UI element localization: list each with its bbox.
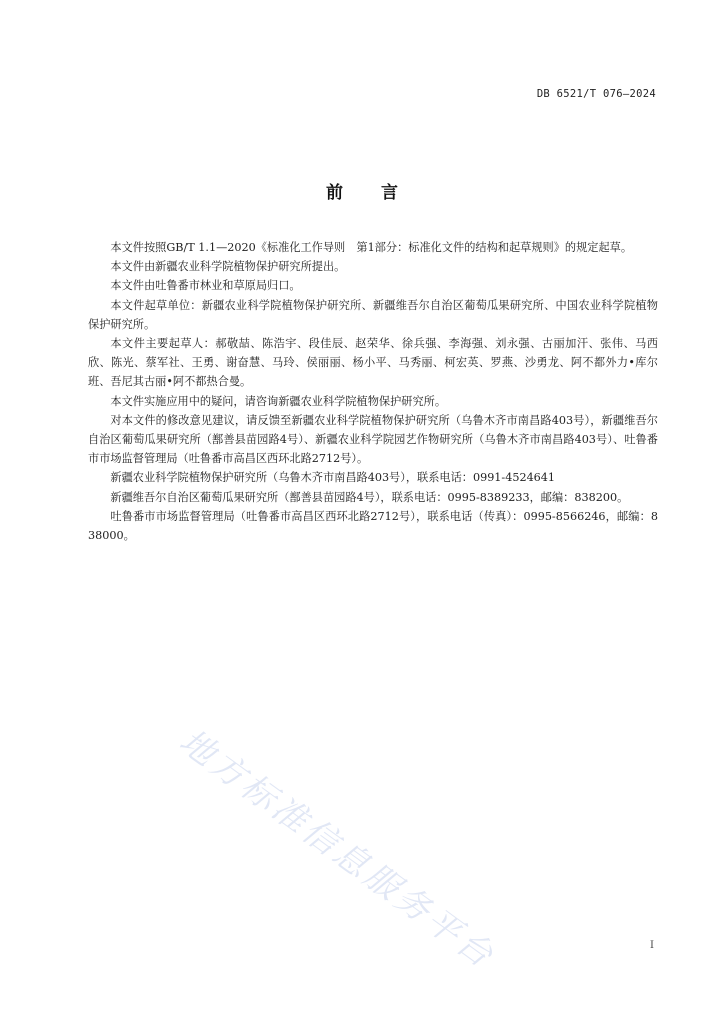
paragraph-inquiry: 本文件实施应用中的疑问，请咨询新疆农业科学院植物保护研究所。	[110, 394, 447, 408]
paragraph-administrator: 本文件由吐鲁番市林业和草原局归口。	[110, 279, 301, 293]
document-code: DB 6521/T 076—2024	[536, 88, 656, 100]
paragraph-contact-plant-protection: 新疆农业科学院植物保护研究所（乌鲁木齐市南昌路403号），联系电话：0991-4524641	[110, 471, 556, 485]
page-title: 前言	[326, 183, 436, 203]
paragraph-drafting-units: 本文件起草单位：新疆农业科学院植物保护研究所、新疆维吾尔自治区葡萄瓜果研究所、中国农业科学院植物保护研究所。	[88, 298, 658, 331]
paragraph-drafters: 本文件主要起草人：郝敬喆、陈浩宇、段佳辰、赵荣华、徐兵强、李海强、刘永强、古丽加汗、张伟、马西欣、陈光、蔡军社、王勇、谢奋慧、马玲、侯丽丽、杨小平、马秀丽、柯宏英、罗燕、沙勇龙、阿不都外力•库尔班、吾尼其古丽•阿不都热合曼。	[88, 337, 658, 389]
watermark: 地方标准信息服务平台	[171, 721, 503, 978]
paragraph-contact-market-bureau: 吐鲁番市市场监督管理局（吐鲁番市高昌区西环北路2712号），联系电话（传真）：0995-8566246，邮编：838000。	[88, 509, 658, 543]
paragraph-feedback: 对本文件的修改意见建议，请反馈至新疆农业科学院植物保护研究所（乌鲁木齐市南昌路403号），新疆维吾尔自治区葡萄瓜果研究所（鄯善县苗园路4号）、新疆农业科学院园艺作物研究所（乌鲁木齐市南昌路403号）、吐鲁番市市场监督管理局（吐鲁番市高昌区西环北路2712号）。	[88, 413, 658, 466]
foreword-body	[88, 238, 658, 545]
paragraph-contact-grape-institute: 新疆维吾尔自治区葡萄瓜果研究所（鄯善县苗园路4号），联系电话：0995-8389233，邮编：838200。	[110, 490, 629, 504]
paragraph-proposer: 本文件由新疆农业科学院植物保护研究所提出。	[110, 260, 346, 274]
paragraph-drafting-rules: 本文件按照GB/T 1.1—2020《标准化工作导则 第1部分：标准化文件的结构和起草规则》的规定起草。	[110, 241, 633, 254]
page-number: I	[650, 940, 654, 951]
